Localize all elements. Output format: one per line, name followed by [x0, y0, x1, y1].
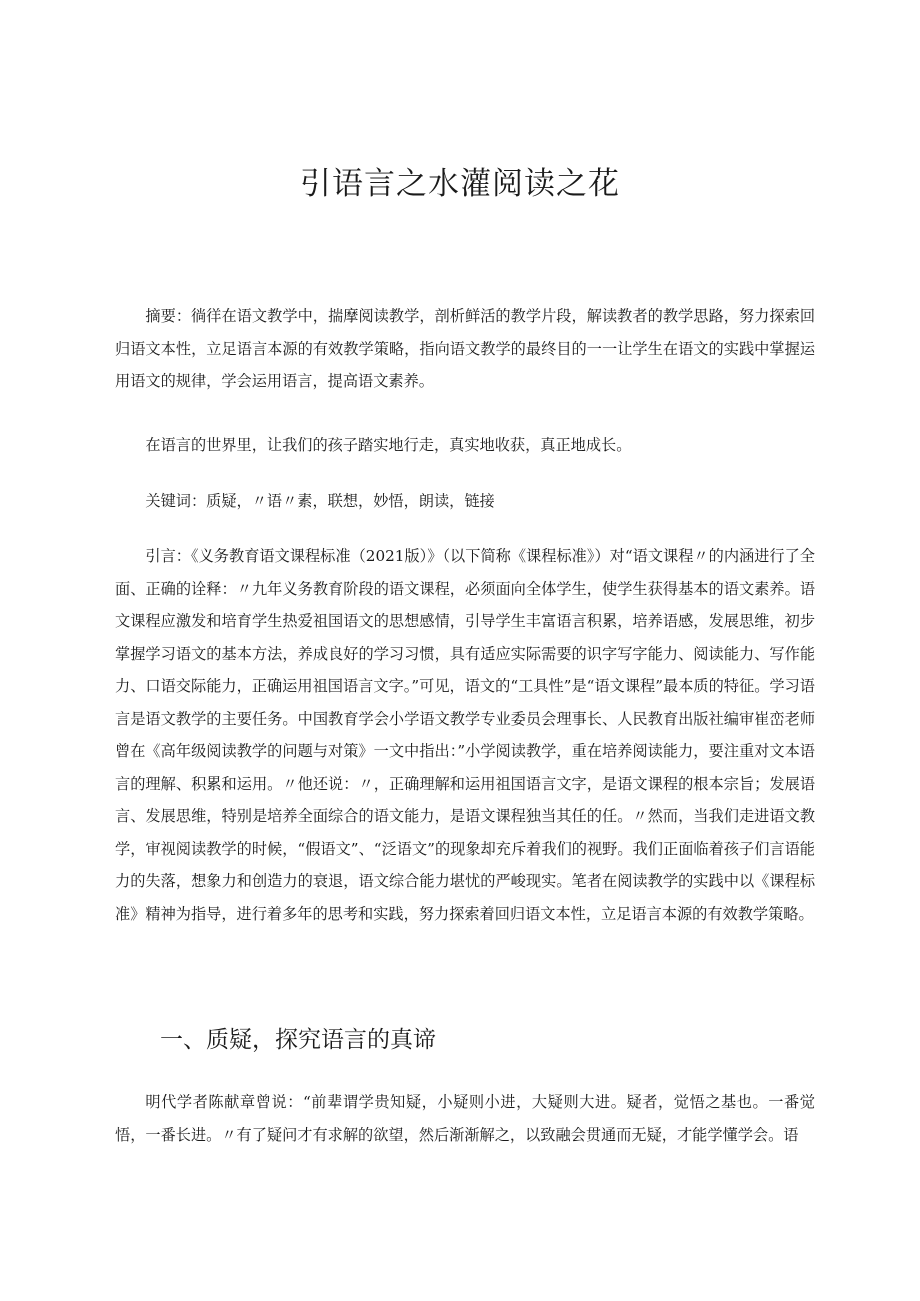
world-paragraph: 在语言的世界里，让我们的孩子踏实地行走，真实地收获，真正地成长。	[145, 436, 632, 454]
introduction-paragraph: 引言：《义务教育语文课程标准（2021版）》（以下简称《课程标准》）对“语文课程〃的内涵进行了全面、正确的诠释：〃九年义务教育阶段的语文课程，必须面向全体学生，使学生获得基本的语文素养。语文课程应激发和培育学生热爱祖国语文的思想感情，引导学生丰富语言积累，培养语感，发展思维，初步掌握学习语文的基本方法，养成良好的学习习惯，具有适应实际需要的识字写字能力、阅读能力、写作能力、口语交际能力，正确运用祖国语言文字。”可见，语文的“工具性”是“语文课程”最本质的特征。学习语言是语文教学的主要任务。中国教育学会小学语文教学专业委员会理事长、人民教育出版社编审崔峦老师曾在《高年级阅读教学的问题与对策》一文中指出：”小学阅读教学，重在培养阅读能力，要注重对文本语言的理解、积累和运用。〃他还说：〃，正确理解和运用祖国语言文字，是语文课程的根本宗旨；发展语言、发展思维，特别是培养全面综合的语文能力，是语文课程独当其任的任。〃然而，当我们走进语文教学，审视阅读教学的时候，“假语文”、“泛语文”的现象却充斥着我们的视野。我们正面临着孩子们言语能力的失落，想象力和创造力的衰退，语文综合能力堪忧的严峻现实。笔者在阅读教学的实践中以《课程标准》精神为指导，进行着多年的思考和实践，努力探索着回归语文本性，立足语言本源的有效教学策略。	[115, 547, 815, 923]
section-heading-1: 一、质疑，探究语言的真谛	[160, 1027, 436, 1053]
document-title: 引语言之水灌阅读之花	[300, 166, 620, 202]
keywords-paragraph: 关键词：质疑，〃语〃素，联想，妙悟，朗读，链接	[145, 492, 495, 510]
abstract-paragraph: 摘要：徜徉在语文教学中，揣摩阅读教学，剖析鲜活的教学片段，解读教者的教学思路，努力探索回归语文本性，立足语言本源的有效教学策略，指向语文教学的最终目的一一让学生在语文的实践中掌握运用语文的规律，学会运用语言，提高语文素养。	[115, 307, 815, 390]
section-1-paragraph: 明代学者陈献章曾说：“前辈谓学贵知疑，小疑则小进，大疑则大进。疑者，觉悟之基也。一番觉悟，一番长进。〃有了疑问才有求解的欲望，然后渐渐解之，以致融会贯通而无疑，才能学懂学会。语	[115, 1093, 815, 1144]
